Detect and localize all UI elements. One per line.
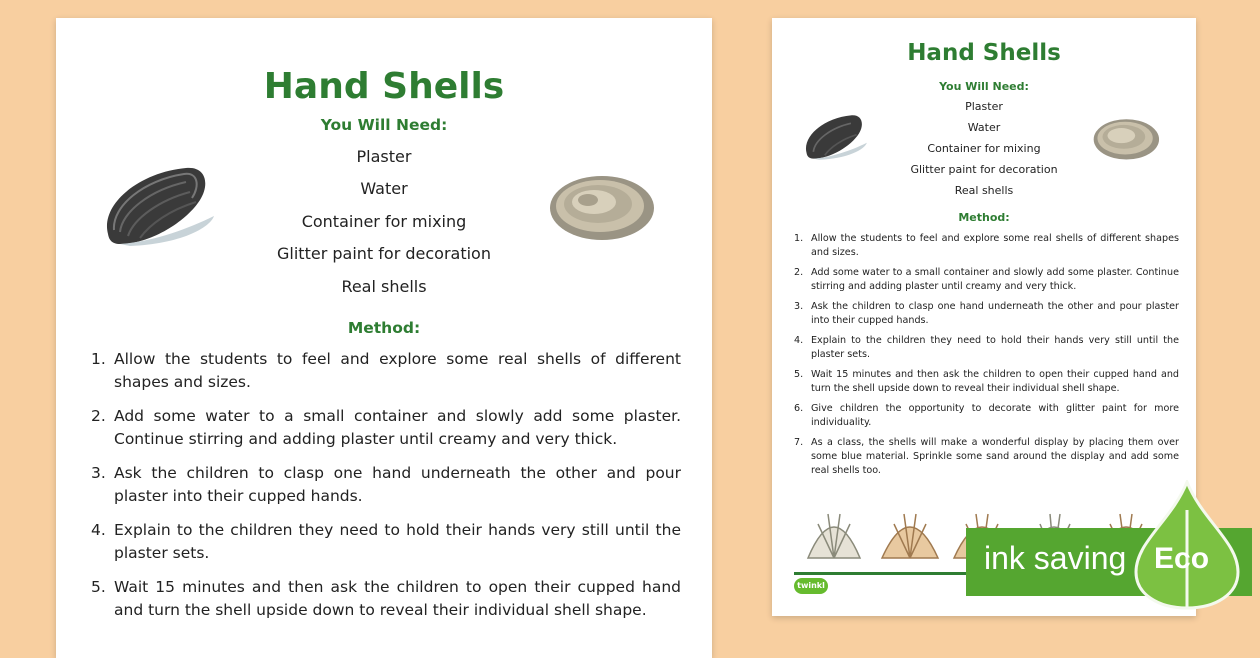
step-number: 7. — [794, 437, 804, 448]
material-item: Water — [360, 179, 408, 198]
clam-shell-image — [548, 174, 658, 244]
material-item: Plaster — [356, 147, 412, 166]
preview-material-item: Plaster — [965, 100, 1003, 113]
preview-need-heading: You Will Need: — [939, 80, 1029, 93]
method-step — [91, 462, 681, 508]
step-number: 1. — [91, 350, 106, 368]
preview-method-step — [794, 334, 1179, 362]
need-heading: You Will Need: — [320, 116, 448, 134]
step-number: 6. — [794, 403, 804, 414]
preview-title: Hand Shells — [907, 40, 1061, 66]
step-text: As a class, the shells will make a wonderful display by placing them over some blue material. Sprinkle some sand around the display and add some real shells too. — [811, 437, 1179, 476]
method-heading: Method: — [347, 319, 421, 337]
twinkl-logo: twinkl — [794, 578, 828, 594]
step-text: Explain to the children they need to hold their hands very still until the plaster sets. — [811, 335, 1179, 360]
preview-method-step — [794, 436, 1179, 478]
preview-material-item: Glitter paint for decoration — [910, 163, 1058, 176]
step-number: 2. — [91, 407, 106, 425]
preview-material-item: Water — [967, 121, 1001, 134]
worksheet-large — [56, 18, 712, 658]
preview-material-item: Container for mixing — [927, 142, 1041, 155]
step-number: 5. — [794, 369, 804, 380]
eco-drop — [1132, 480, 1242, 610]
step-text: Add some water to a small container and slowly add some plaster. Continue stirring and adding plaster until creamy and very thick. — [811, 267, 1179, 292]
preview-mussel-image — [802, 112, 868, 162]
scallop-shell-icon — [882, 514, 938, 558]
method-list — [91, 348, 681, 633]
step-text: Allow the students to feel and explore some real shells of different shapes and sizes. — [811, 233, 1179, 258]
step-text: Wait 15 minutes and then ask the children to open their cupped hand and turn the shell upside down to reveal their individual shell shape. — [114, 578, 681, 619]
material-item: Real shells — [341, 277, 427, 296]
preview-method-step — [794, 232, 1179, 260]
step-number: 1. — [794, 233, 804, 244]
preview-method-step — [794, 402, 1179, 430]
step-number: 5. — [91, 578, 106, 596]
preview-method-step — [794, 368, 1179, 396]
step-text: Ask the children to clasp one hand underneath the other and pour plaster into their cupped hands. — [114, 464, 681, 505]
preview-clam-image — [1092, 118, 1162, 162]
method-step — [91, 348, 681, 394]
badge-label: ink saving — [984, 540, 1127, 576]
step-text: Allow the students to feel and explore some real shells of different shapes and sizes. — [114, 350, 681, 391]
scallop-shell-icon — [808, 514, 860, 558]
method-step — [91, 519, 681, 565]
step-text: Ask the children to clasp one hand underneath the other and pour plaster into their cupped hands. — [811, 301, 1179, 326]
step-number: 4. — [91, 521, 106, 539]
eco-label: Eco — [1154, 542, 1210, 575]
step-text: Explain to the children they need to hold their hands very still until the plaster sets. — [114, 521, 681, 562]
material-item: Glitter paint for decoration — [277, 244, 491, 263]
preview-method-step — [794, 300, 1179, 328]
page-title: Hand Shells — [263, 66, 505, 107]
method-step — [91, 576, 681, 622]
step-text: Wait 15 minutes and then ask the children to open their cupped hand and turn the shell upside down to reveal their individual shell shape. — [811, 369, 1179, 394]
method-step — [91, 405, 681, 451]
step-number: 2. — [794, 267, 804, 278]
step-text: Add some water to a small container and slowly add some plaster. Continue stirring and adding plaster until creamy and very thick. — [114, 407, 681, 448]
step-number: 3. — [91, 464, 106, 482]
step-number: 4. — [794, 335, 804, 346]
step-text: Give children the opportunity to decorate with glitter paint for more individuality. — [811, 403, 1179, 428]
step-number: 3. — [794, 301, 804, 312]
mussel-shell-image — [100, 164, 216, 248]
material-item: Container for mixing — [301, 212, 467, 231]
preview-method-heading: Method: — [958, 211, 1010, 224]
preview-method-list — [794, 232, 1179, 484]
preview-method-step — [794, 266, 1179, 294]
preview-material-item: Real shells — [954, 184, 1014, 197]
